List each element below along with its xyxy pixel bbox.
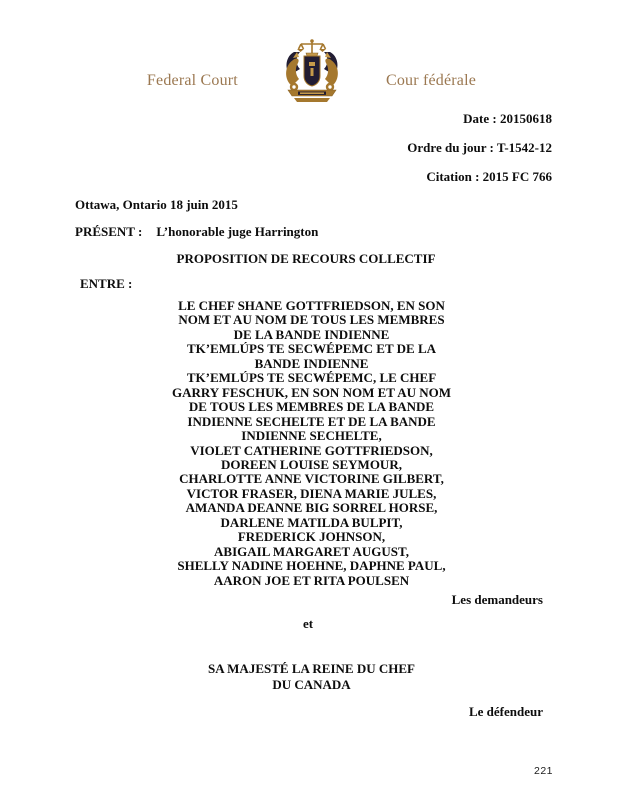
plaintiff-line: CHARLOTTE ANNE VICTORINE GILBERT,	[179, 471, 444, 487]
federal-court-title-fr: Cour fédérale	[385, 72, 477, 89]
citation-line: Citation : 2015 FC 766	[426, 169, 552, 184]
plaintiff-line: DARLENE MATILDA BULPIT,	[220, 514, 403, 530]
plaintiff-line: SHELLY NADINE HOEHNE, DAPHNE PAUL,	[177, 558, 446, 574]
presiding-judge-line	[75, 224, 318, 240]
plaintiff-line: TK’EMLÚPS TE SECWÉPEMC ET DE LA	[186, 341, 437, 357]
plaintiff-line: DOREEN LOUISE SEYMOUR,	[221, 456, 402, 472]
defendant-line: DU CANADA	[272, 676, 351, 692]
present-label: PRÉSENT :	[75, 224, 143, 239]
location-date-line: Ottawa, Ontario 18 juin 2015	[75, 197, 238, 212]
plaintiff-line: VICTOR FRASER, DIENA MARIE JULES,	[186, 485, 437, 501]
plaintiffs-role-label: Les demandeurs	[451, 592, 543, 607]
plaintiff-line: ABIGAIL MARGARET AUGUST,	[214, 543, 409, 559]
court-header	[0, 38, 623, 106]
plaintiff-line: TK’EMLÚPS TE SECWÉPEMC, LE CHEF	[186, 370, 437, 386]
docket-number-line: Ordre du jour : T-1542-12	[407, 140, 552, 155]
conjunction-et: et	[302, 616, 314, 631]
document-meta-block	[407, 104, 552, 191]
plaintiff-line: VIOLET CATHERINE GOTTFRIEDSON,	[190, 442, 433, 458]
plaintiff-line: FREDERICK JOHNSON,	[237, 529, 386, 545]
date-line: Date : 20150618	[463, 111, 552, 126]
plaintiff-line: LE CHEF SHANE GOTTFRIEDSON, EN SON	[178, 298, 445, 313]
page-number: 221	[534, 765, 554, 777]
judge-name: L’honorable juge Harrington	[156, 224, 319, 239]
plaintiff-line: AARON JOE ET RITA POULSEN	[213, 572, 410, 588]
plaintiff-line: INDIENNE SECHELTE,	[241, 428, 382, 444]
plaintiff-line: INDIENNE SECHELTE ET DE LA BANDE	[187, 413, 436, 429]
defendant-line: SA MAJESTÉ LA REINE DU CHEF	[208, 661, 415, 676]
federal-court-crest-icon	[272, 38, 352, 106]
plaintiff-line: AMANDA DEANNE BIG SORREL HORSE,	[185, 500, 438, 516]
proceeding-title: PROPOSITION DE RECOURS COLLECTIF	[176, 251, 436, 266]
federal-court-title-en: Federal Court	[146, 72, 238, 89]
plaintiff-line: DE LA BANDE INDIENNE	[233, 326, 390, 342]
defendant-style-of-cause	[0, 661, 623, 692]
defendant-role-label: Le défendeur	[468, 704, 543, 719]
plaintiff-line: BANDE INDIENNE	[254, 355, 369, 371]
plaintiff-line: DE TOUS LES MEMBRES DE LA BANDE	[188, 399, 435, 415]
plaintiffs-style-of-cause	[0, 299, 623, 588]
plaintiff-line: NOM ET AU NOM DE TOUS LES MEMBRES	[178, 312, 445, 328]
between-label: ENTRE :	[80, 276, 133, 291]
plaintiff-line: GARRY FESCHUK, EN SON NOM ET AU NOM	[171, 384, 452, 400]
